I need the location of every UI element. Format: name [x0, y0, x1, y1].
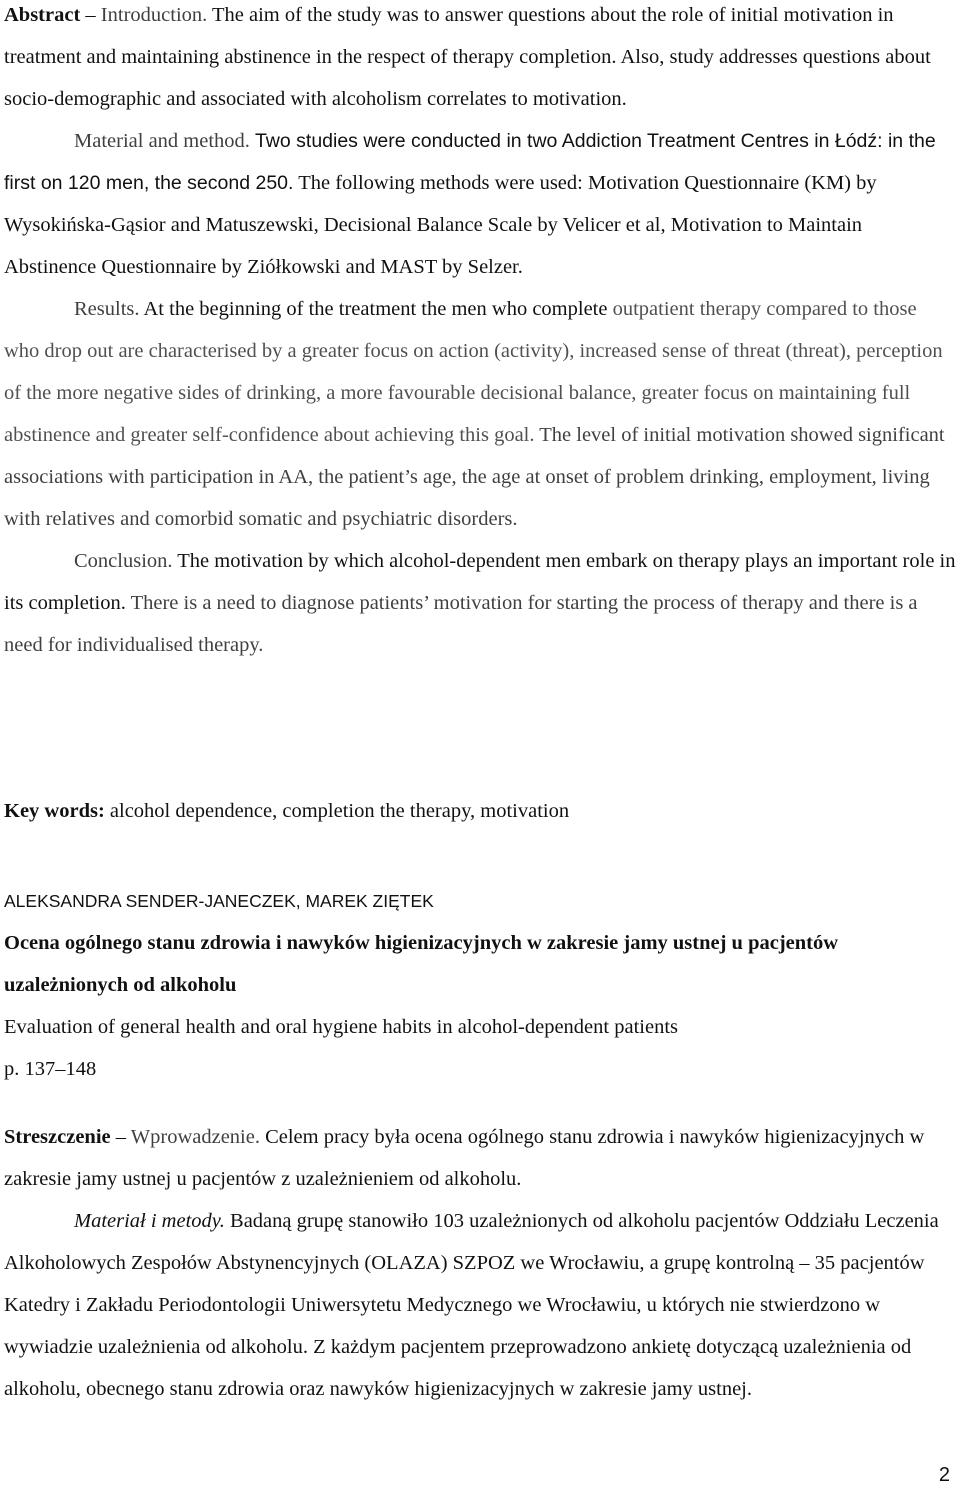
conclusion-paragraph [4, 540, 956, 666]
methods-label: Material and method. [74, 130, 250, 152]
page-number: 2 [938, 1464, 950, 1486]
conclusion-text-a: The motivation by which alcohol-dependent men embark on therapy plays an important role in its completion. [4, 550, 956, 614]
keywords-label: Key words: [4, 800, 105, 822]
wprowadzenie-text: Celem pracy była ocena ogólnego stanu zdrowia i nawyków higienizacyjnych w zakresie jamy ustnej u pacjentów z uzależnieniem od alkoholu. [4, 1126, 925, 1190]
article-entry [4, 880, 956, 1090]
streszczenie-intro-paragraph [4, 1116, 956, 1200]
conclusion-text-b: There is a need to diagnose patients’ motivation for starting the process of therapy and there is a need for individualised therapy. [4, 592, 918, 656]
streszczenie-dash: – [110, 1126, 131, 1148]
introduction-label: Introduction. [100, 4, 208, 26]
streszczenie-methods-paragraph [4, 1200, 956, 1410]
conclusion-label: Conclusion. [74, 550, 173, 572]
streszczenie-label: Streszczenie [4, 1126, 111, 1148]
keywords-line [4, 790, 956, 832]
article-title-polish: Ocena ogólnego stanu zdrowia i nawyków higienizacyjnych w zakresie jamy ustnej u pacjentów uzależnionych od alkoholu [4, 932, 839, 996]
results-text-a: At the beginning of the treatment the men who complete [139, 298, 608, 320]
abstract-dash: – [80, 4, 101, 26]
material-metody-label: Materiał i metody. [74, 1210, 225, 1232]
wprowadzenie-label: Wprowadzenie. [130, 1126, 260, 1148]
article-pages: p. 137–148 [4, 1058, 97, 1080]
document-page [4, 0, 956, 1499]
article-title-english: Evaluation of general health and oral hygiene habits in alcohol-dependent patients [4, 1016, 678, 1038]
methods-paragraph [4, 120, 956, 288]
results-text-b: outpatient therapy compared to those who drop out are characterised by a greater focus on action (activity), increased sense of threat (threat), perception of the more negative sides of drinking, a more favourable decisional balance, greater focus on maintaining full abstinence and greater self-confidence about achieving this goal. [4, 298, 943, 446]
results-paragraph [4, 288, 956, 540]
article-authors: ALEKSANDRA SENDER-JANECZEK, MAREK ZIĘTEK [4, 891, 434, 911]
keywords-text: alcohol dependence, completion the therapy, motivation [104, 800, 570, 822]
streszczenie-section [4, 1116, 956, 1410]
methods-text-a: Two studies were conducted in two Addiction Treatment Centres in Łódź: in the first on 120 men, the second 250. [4, 130, 936, 194]
material-metody-text: Badaną grupę stanowiło 103 uzależnionych od alkoholu pacjentów Oddziału Leczenia Alkoholowych Zespołów Abstynencyjnych (OLAZA) SZPOZ we Wrocławiu, a grupę kontrolną – 35 pacjentów Katedry i Zakładu Periodontologii Uniwersytetu Medycznego we Wrocławiu, u których nie stwierdzono w wywiadzie uzależnienia od alkoholu. Z każdym pacjentem przeprowadzono ankietę dotyczącą uzależnienia od alkoholu, obecnego stanu zdrowia oraz nawyków higienizacyjnych w zakresie jamy ustnej. [4, 1210, 939, 1400]
abstract-section [4, 0, 956, 666]
introduction-text: The aim of the study was to answer questions about the role of initial motivation in treatment and maintaining abstinence in the respect of therapy completion. Also, study addresses questions about socio-demographic and associated with alcoholism correlates to motivation. [4, 4, 931, 110]
abstract-label: Abstract [4, 4, 81, 26]
abstract-introduction-paragraph [4, 0, 956, 120]
results-label: Results. [74, 298, 140, 320]
methods-text-b: The following methods were used: Motivation Questionnaire (KM) by Wysokińska-Gąsior and Matuszewski, Decisional Balance Scale by Velicer et al, Motivation to Maintain Abstinence Questionnaire by Ziółkowski and MAST by Selzer. [4, 172, 877, 278]
results-text-c: The level of initial motivation showed significant associations with participation in AA, the patient’s age, the age at onset of problem drinking, employment, living with relatives and comorbid somatic and psychiatric disorders. [4, 424, 945, 530]
